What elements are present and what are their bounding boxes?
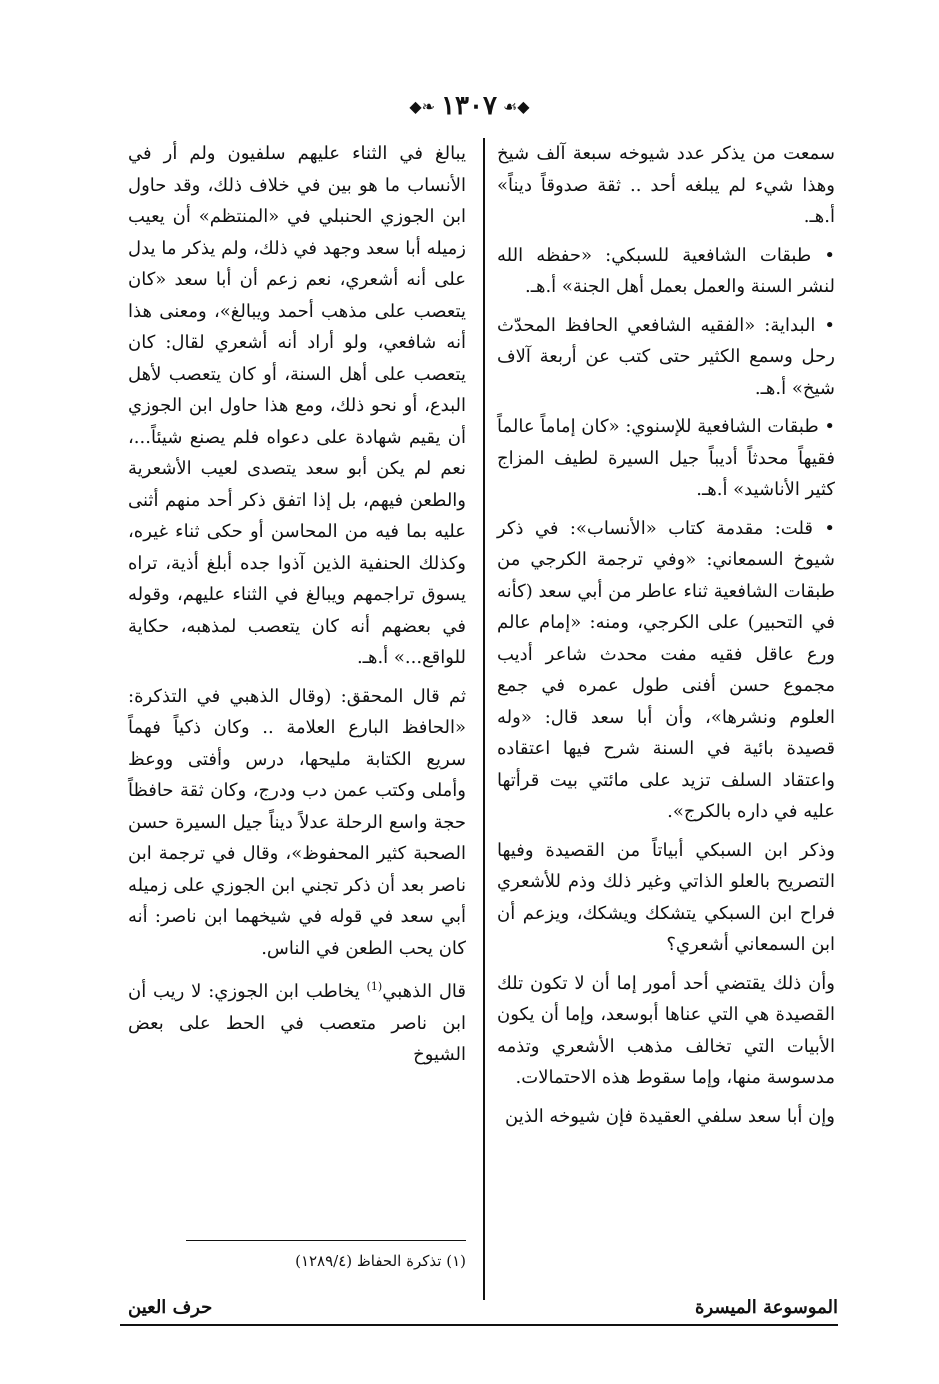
footnote-marker: (1): [366, 980, 383, 993]
left-column: [128, 138, 466, 1078]
footer-section: حرف العين: [128, 1297, 213, 1318]
paragraph: • طبقات الشافعية للإسنوي: «كان إماماً عالماً فقيهاً محدثاً أديباً جيل السيرة لطيف المزاج كثير الأناشيد» أ.هـ.: [497, 416, 835, 500]
page-number-text: ١٣٠٧: [441, 91, 497, 121]
footer-rule: [120, 1324, 838, 1326]
paragraph: وأن ذلك يقتضي أحد أمور إما أن لا تكون تلك القصيدة هي التي عناها أبوسعد، وإما أن يكون الأبيات التي تخالف مذهب الأشعري وتذمه مدسوسة منها، وإما سقوط هذه الاحتمالات.: [497, 972, 835, 1088]
column-divider: [483, 138, 485, 1300]
paragraph: • قلت: مقدمة كتاب «الأنساب»: في ذكر شيوخ السمعاني: «وفي ترجمة الكرجي من طبقات الشافعية ثناء عاطر من أبي سعد (كأنه في التحبير) على الكرجي، ومنه: «إمام عالم ورع عاقل فقيه مفت محدث شاعر أديب مجموع حسن أفنى طول عمره في جمع العلوم ونشرها»، وأن أبا سعد قال: «وله قصيدة بائية في السنة شرح فيها اعتقاده واعتقاد السلف تزيد على مائتي بيت قرأتها عليه في داره بالكرج».: [497, 517, 835, 822]
paragraph: ثم قال المحقق: (وقال الذهبي في التذكرة: «الحافظ البارع العلامة .. وكان ذكياً فهماً سريع الكتابة مليحها، درس وأفتى ووعظ وأملى وكتب عمن دب ودرج، وكان ثقة حافظاً حجة واسع الرحلة عدلاً ديناً جيل السيرة حسن الصحبة كثير المحفوظ»، وقال في ترجمة ابن ناصر بعد أن ذكر تجني ابن الجوزي على زميله أبي سعد في قوله في شيخهما ابن ناصر: أنه كان يحب الطعن في الناس.: [128, 685, 466, 959]
footnote-rule: [186, 1240, 466, 1241]
paragraph: وإن أبا سعد سلفي العقيدة فإن شيوخه الذين: [505, 1105, 835, 1127]
ornament-right-icon: ☙◆: [502, 96, 530, 116]
text-run: قال الذهبي: [382, 981, 467, 1002]
paragraph: وذكر ابن السبكي أبياتاً من القصيدة وفيها التصريح بالعلو الذاتي وغير ذلك وذم للأشعري فراح ابن السبكي يتشكك ويشكك، ويزعم أن ابن السمعاني أشعري؟: [497, 839, 835, 955]
footnote: (١) تذكرة الحفاظ (١٢٨٩/٤): [295, 1252, 466, 1270]
right-column: [497, 138, 835, 1139]
paragraph: • البداية: «الفقيه الشافعي الحافظ المحدّث رحل وسمع الكثير حتى كتب عن أربعة آلاف شيخ» أ.هـ.: [497, 314, 835, 399]
ornament-left-icon: ◆❧: [409, 96, 436, 116]
footer-title: الموسوعة الميسرة: [695, 1297, 838, 1318]
paragraph: • طبقات الشافعية للسبكي: «حفظه الله لنشر السنة والعمل بعمل أهل الجنة» أ.هـ.: [497, 244, 835, 297]
paragraph: يبالغ في الثناء عليهم سلفيون ولم أر في الأنساب ما هو بين في خلاف ذلك، وقد حاول ابن الجوزي الحنبلي في «المنتظم» أن يعيب زميله أبا سعد وجهد في ذلك، ولم يذكر ما يدل على أنه أشعري، نعم زعم أن أبا سعد «كان يتعصب على مذهب أحمد ويبالغ»، ومعنى هذا أنه شافعي، ولو أراد أنه أشعري لقال: كان يتعصب على أهل السنة، أو كان يتعصب لأهل البدع، أو نحو ذلك، ومع هذا حاول ابن الجوزي أن يقيم شهادة على دعواه فلم يصنع شيئاً...، نعم لم يكن أبو سعد يتصدى لعيب الأشعرية والطعن فيهم، بل إذا اتفق ذكر أحد منهم أثنى عليه بما فيه من المحاسن أو حكى ثناء غيره، وكذلك الحنفية الذين آذوا جده أبلغ أذية، تراه يسوق تراجمهم ويبالغ في الثناء عليهم، وقوله في بعضهم أنه كان يتعصب لمذهبه، حكاية للواقع...» أ.هـ.: [128, 143, 466, 668]
paragraph: سمعت من يذكر عدد شيوخه سبعة آلف شيخ وهذا شيء لم يبلغه أحد .. ثقة صدوقاً ديناً» أ.هـ.: [497, 143, 835, 227]
text-run: يخاطب ابن الجوزي: لا ريب أن ابن ناصر متعصب في الحط على بعض الشيوخ: [128, 981, 466, 1065]
paragraph: [128, 971, 466, 1071]
page-number: [0, 86, 939, 126]
